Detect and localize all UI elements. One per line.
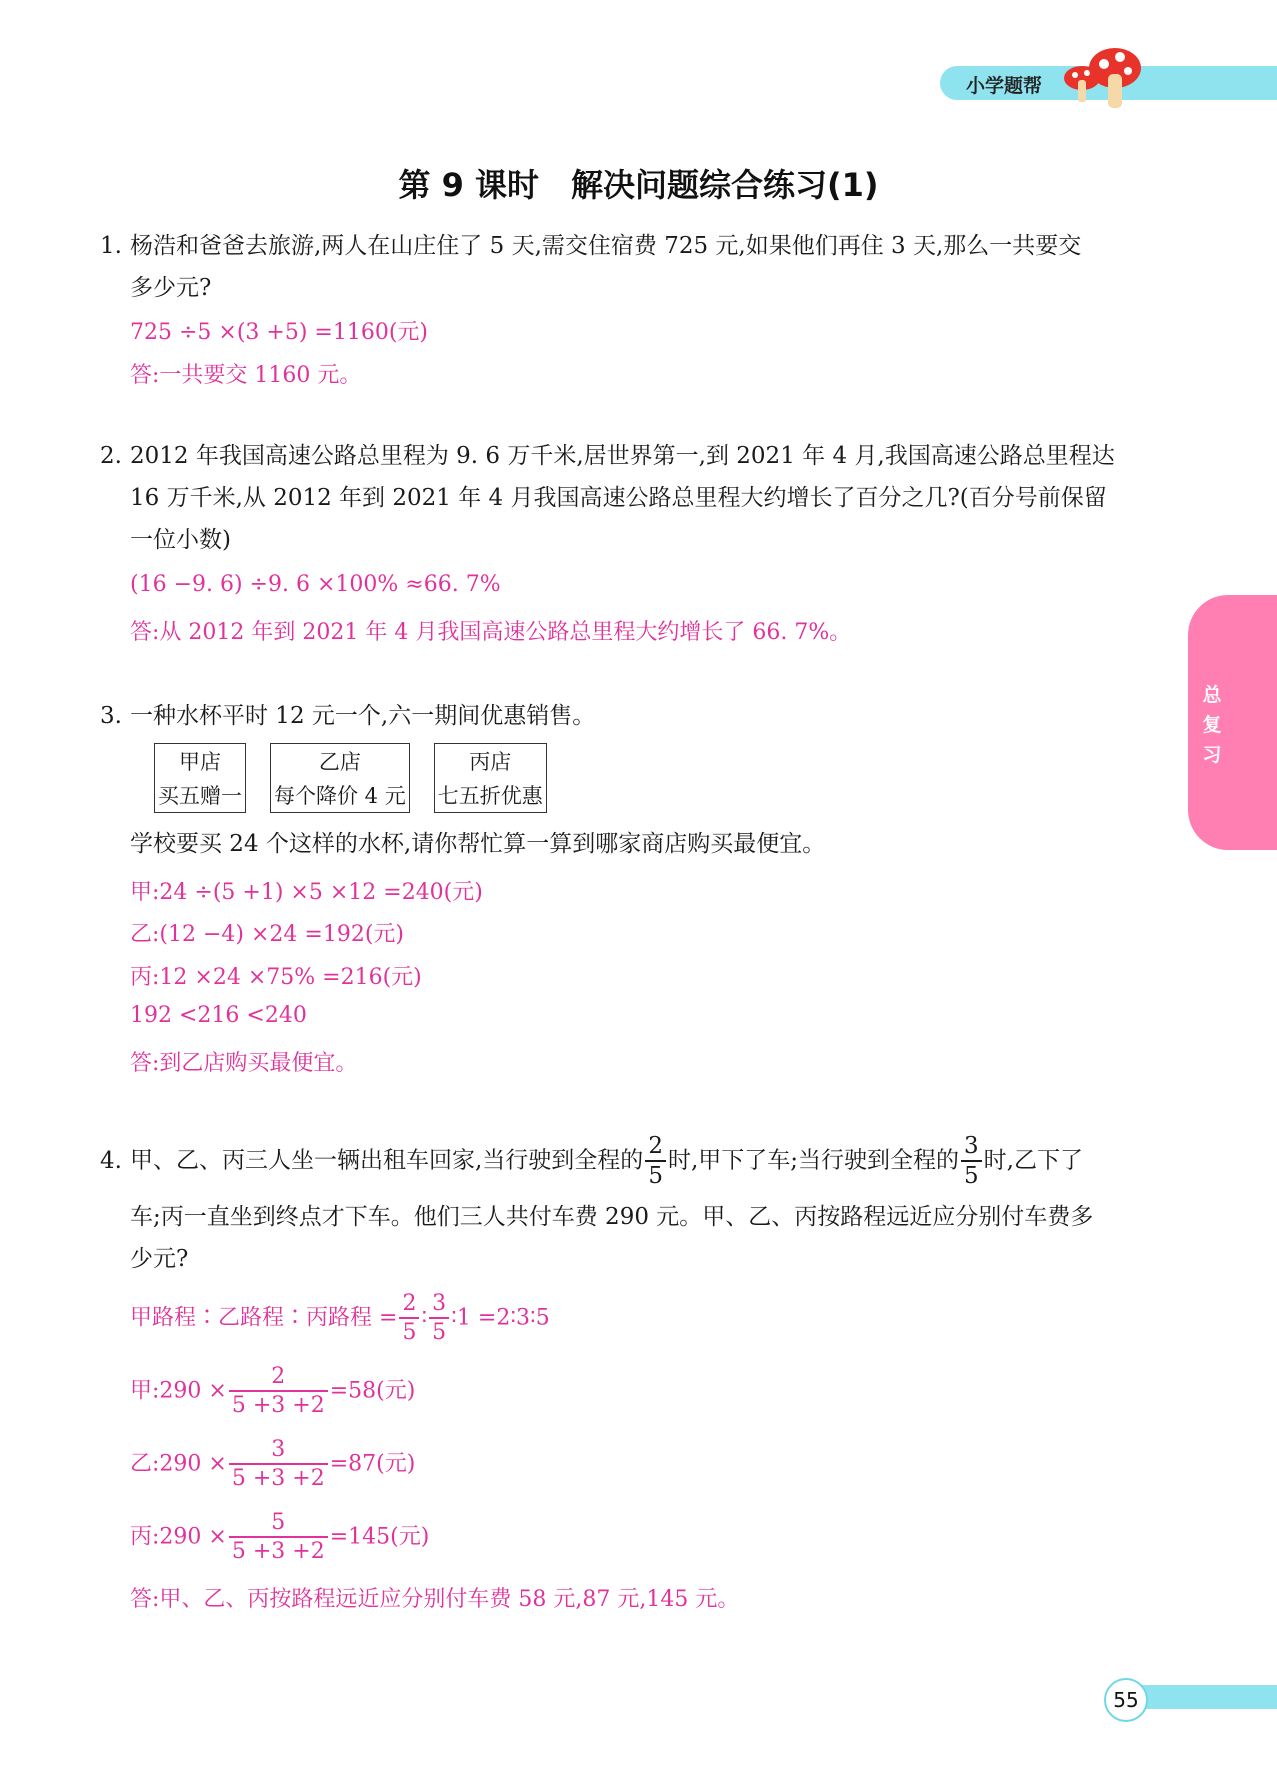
answer-line: 答:到乙店购买最便宜。 bbox=[130, 1051, 358, 1076]
expr-result: =87(元) bbox=[329, 1451, 416, 1477]
ratio-line bbox=[130, 1293, 550, 1344]
answer-bing bbox=[130, 1512, 429, 1563]
question-text: 学校要买 24 个这样的水杯,请你帮忙算一算到哪家商店购买最便宜。 bbox=[130, 831, 826, 857]
ratio-separator: ∶ bbox=[421, 1305, 428, 1331]
expr-prefix: 丙:290 × bbox=[130, 1524, 227, 1550]
denominator: 5 bbox=[645, 1160, 666, 1188]
shop-name: 丙店 bbox=[469, 750, 512, 774]
numerator: 3 bbox=[271, 1437, 286, 1462]
question-4 bbox=[100, 1135, 1180, 1280]
question-text: 车;丙一直坐到终点才下车。他们三人共付车费 290 元。甲、乙、丙按路程远近应分别付车费多 bbox=[130, 1204, 1094, 1230]
question-text: 时,甲下了车;当行驶到全程的 bbox=[667, 1147, 960, 1174]
shop-name: 乙店 bbox=[318, 750, 361, 774]
numerator: 3 bbox=[964, 1133, 979, 1159]
answer-jia bbox=[130, 1366, 415, 1417]
question-text: 2012 年我国高速公路总里程为 9. 6 万千米,居世界第一,到 2021 年 4 月,我国高速公路总里程达 bbox=[130, 443, 1115, 469]
shop-offer: 每个降价 4 元 bbox=[274, 784, 406, 808]
header-label: 小学题帮 bbox=[966, 75, 1043, 97]
question-text: 甲、乙、丙三人坐一辆出租车回家,当行驶到全程的 bbox=[130, 1147, 644, 1174]
expr-result: =145(元) bbox=[329, 1524, 430, 1550]
side-tab-label: 总复习 bbox=[1202, 684, 1222, 766]
question-3-text bbox=[100, 823, 1180, 865]
question-text: 少元? bbox=[130, 1246, 189, 1272]
question-number: 1. bbox=[100, 233, 122, 259]
shop-box-jia bbox=[154, 743, 246, 813]
numerator: 2 bbox=[648, 1133, 663, 1159]
page-title: 第 9 课时 解决问题综合练习(1) bbox=[398, 166, 879, 204]
expr-prefix: 甲:290 × bbox=[130, 1378, 227, 1404]
fraction bbox=[961, 1135, 982, 1188]
ratio-tail: ∶1 =2∶3∶5 bbox=[451, 1305, 550, 1331]
question-2 bbox=[100, 435, 1180, 561]
shop-box-yi bbox=[270, 743, 410, 813]
question-3 bbox=[100, 695, 1180, 737]
numerator: 2 bbox=[402, 1291, 417, 1316]
denominator: 5 +3 +2 bbox=[229, 1536, 328, 1563]
shop-box-bing bbox=[434, 743, 547, 813]
denominator: 5 bbox=[429, 1317, 449, 1344]
question-text: 多少元? bbox=[130, 275, 212, 301]
denominator: 5 bbox=[399, 1317, 419, 1344]
shop-offer: 七五折优惠 bbox=[437, 784, 543, 808]
answer-yi bbox=[130, 1439, 415, 1490]
page-number: 55 bbox=[1104, 1678, 1148, 1722]
expr-result: =58(元) bbox=[329, 1378, 416, 1404]
question-text: 时,乙下了 bbox=[983, 1147, 1083, 1174]
denominator: 5 +3 +2 bbox=[229, 1390, 328, 1417]
answer-line: 丙:12 ×24 ×75% =216(元) bbox=[130, 965, 422, 990]
mushroom-icon bbox=[1060, 44, 1150, 114]
denominator: 5 +3 +2 bbox=[229, 1463, 328, 1490]
question-text: 一位小数) bbox=[130, 527, 231, 553]
answer-line: 答:一共要交 1160 元。 bbox=[130, 363, 362, 388]
answer-line: 答:从 2012 年到 2021 年 4 月我国高速公路总里程大约增长了 66. 7%。 bbox=[130, 620, 852, 645]
numerator: 3 bbox=[432, 1291, 447, 1316]
answer-line: 甲:24 ÷(5 +1) ×5 ×12 =240(元) bbox=[130, 880, 483, 905]
denominator: 5 bbox=[961, 1160, 982, 1188]
question-1 bbox=[100, 225, 1180, 309]
question-number: 2. bbox=[100, 443, 122, 469]
question-number: 4. bbox=[100, 1147, 122, 1174]
fraction bbox=[645, 1135, 666, 1188]
answer-line: (16 −9. 6) ÷9. 6 ×100% ≈66. 7% bbox=[130, 572, 501, 597]
numerator: 2 bbox=[271, 1364, 286, 1389]
answer-line: 答:甲、乙、丙按路程远近应分别付车费 58 元,87 元,145 元。 bbox=[130, 1587, 740, 1612]
answer-line: 192 <216 <240 bbox=[130, 1003, 307, 1028]
question-text: 16 万千米,从 2012 年到 2021 年 4 月我国高速公路总里程大约增长了百分之几?(百分号前保留 bbox=[130, 485, 1107, 511]
shop-offer: 买五赠一 bbox=[158, 784, 242, 808]
shop-offers bbox=[154, 743, 547, 813]
shop-name: 甲店 bbox=[179, 750, 221, 774]
answer-line: 725 ÷5 ×(3 +5) =1160(元) bbox=[130, 320, 429, 345]
numerator: 5 bbox=[271, 1510, 286, 1535]
answer-line: 乙:(12 −4) ×24 =192(元) bbox=[130, 922, 405, 947]
question-text: 杨浩和爸爸去旅游,两人在山庄住了 5 天,需交住宿费 725 元,如果他们再住 3 天,那么一共要交 bbox=[130, 233, 1082, 259]
ratio-label: 甲路程∶乙路程∶丙路程 = bbox=[130, 1305, 398, 1331]
question-text: 一种水杯平时 12 元一个,六一期间优惠销售。 bbox=[130, 703, 596, 729]
question-number: 3. bbox=[100, 703, 122, 729]
expr-prefix: 乙:290 × bbox=[130, 1451, 227, 1477]
